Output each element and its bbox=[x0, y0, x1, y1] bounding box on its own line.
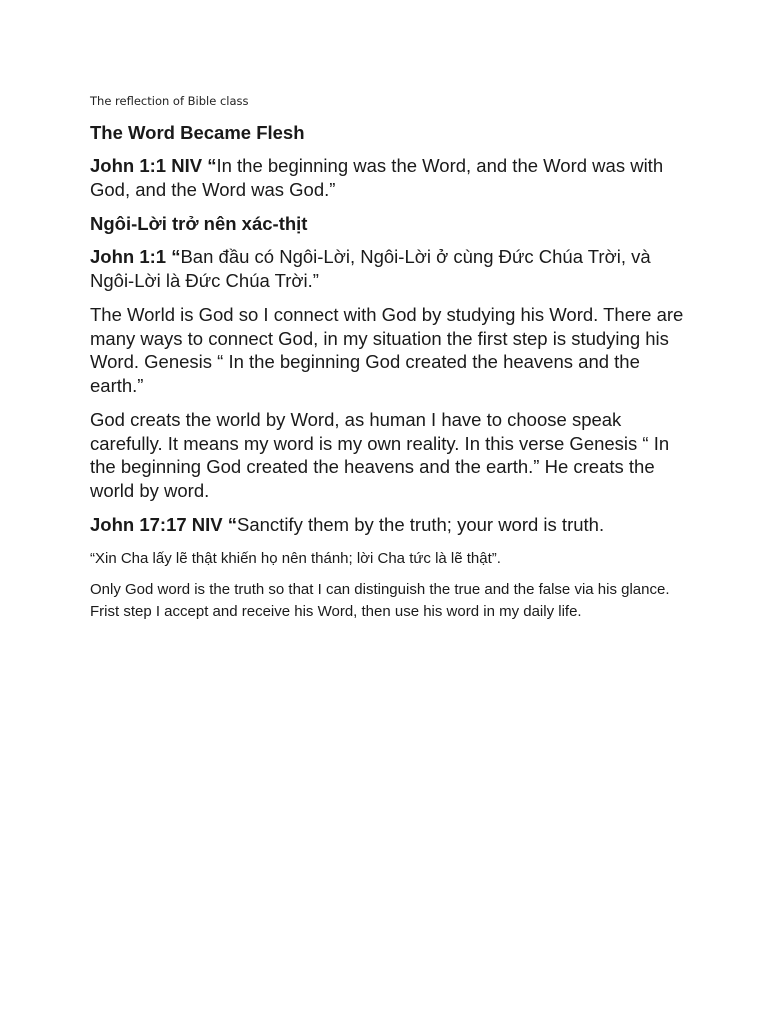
verse-john-1-1-niv bbox=[90, 154, 690, 201]
reflection-paragraph-2: God creats the world by Word, as human I have to choose speak carefully. It means my word is my own reality. In this verse Genesis “ In the beginning God created the heavens and the earth.” He creats the world by word. bbox=[90, 409, 670, 501]
verse-text: In the beginning was the Word, and the Word was with God, and the Word was God.” bbox=[90, 155, 664, 200]
verse-john-1-1-vietnamese bbox=[90, 245, 690, 292]
vietnamese-title: Ngôi-Lời trở nên xác-thịt bbox=[90, 213, 308, 234]
document-body bbox=[90, 92, 690, 632]
verse-text: Sanctify them by the truth; your word is truth. bbox=[237, 514, 605, 535]
reflection-paragraph-3: Only God word is the truth so that I can distinguish the true and the false via his glance. Frist step I accept and receive his Word, then use his word in my daily life. bbox=[90, 581, 670, 620]
verse-john-17-17-niv bbox=[90, 513, 690, 537]
document-title: The Word Became Flesh bbox=[90, 122, 305, 143]
reflection-paragraph-1: The World is God so I connect with God by studying his Word. There are many ways to connect God, in my situation the first step is studying his Word. Genesis “ In the beginning God created the heavens and the earth.” bbox=[90, 304, 684, 396]
verse-reference: John 1:1 NIV “ bbox=[90, 155, 217, 176]
verse-text: Ban đầu có Ngôi-Lời, Ngôi-Lời ở cùng Đức Chúa Trời, và Ngôi-Lời là Đức Chúa Trời.” bbox=[90, 246, 651, 291]
verse-reference: John 17:17 NIV “ bbox=[90, 514, 238, 535]
document-subtitle: The reflection of Bible class bbox=[90, 94, 249, 108]
verse-john-17-17-vietnamese: “Xin Cha lấy lẽ thật khiến họ nên thánh; lời Cha tức là lẽ thật”. bbox=[90, 549, 501, 567]
verse-reference: John 1:1 “ bbox=[90, 246, 181, 267]
